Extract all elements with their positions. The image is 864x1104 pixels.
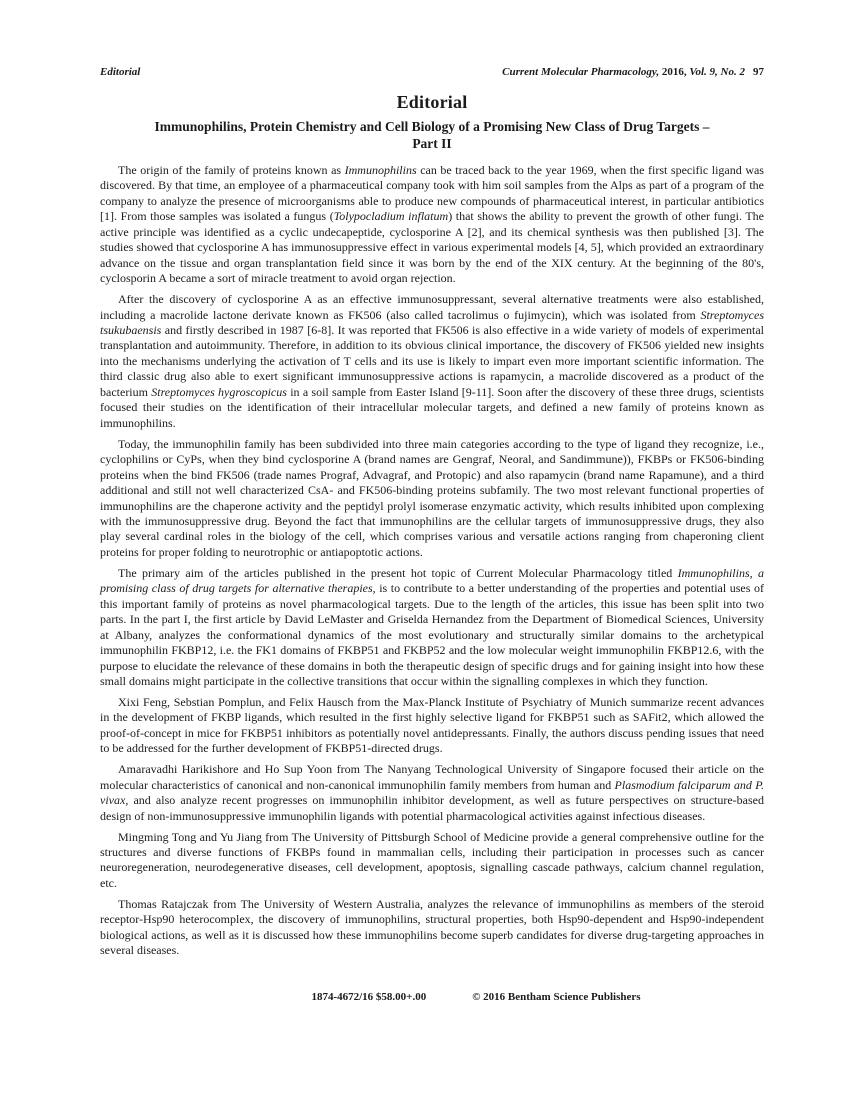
footer-copyright: © 2016 Bentham Science Publishers: [472, 991, 641, 1003]
journal-name: Current Molecular Pharmacology,: [502, 66, 660, 78]
italic-text-run: Immunophilins, a promising class of drug targets for alternative therapies,: [100, 565, 764, 596]
text-run: Thomas Ratajczak from The University of Western Australia, analyzes the relevance of immunophilins as members of the steroid receptor-Hsp90 heterocomplex, the discovery of immunophilins, structural properties, both Hsp90-dependent and Hsp90-independent biological actions, as well as it is discussed how these immunophilins become superb candidates for diverse drug-targeting approaches in several diseases.: [100, 896, 764, 958]
paragraph: [100, 695, 764, 757]
footer-issn: 1874-4672/16 $58.00+.00: [311, 991, 427, 1003]
page-content: [100, 66, 764, 964]
article-subtitle-line-2: Part II: [412, 135, 452, 151]
text-run: The origin of the family of proteins known as: [118, 163, 345, 177]
article-subtitle-line-1: Immunophilins, Protein Chemistry and Cell Biology of a Promising New Class of Drug Targets –: [154, 119, 710, 134]
running-head-citation: [502, 66, 764, 78]
paragraph: [100, 292, 764, 431]
page-footer: [144, 991, 808, 1003]
paragraph: [100, 566, 764, 690]
text-run: is to contribute to a better understanding of the properties and potential uses of this important family of proteins as novel pharmacological targets. Due to the length of the articles, this issue has been split into two parts. In the part I, the first article by David LeMaster and Griselda Hernandez from the Department of Biomedical Sciences, University at Albany, analyzes the conformational dynamics of the most evolutionary and structurally similar domains to the archetypical immunophilin FKBP12, i.e. the FK1 domains of FKBP51 and FKBP52 and the low molecular weight immunophilin FKBP12.6, with the purpose to elucidate the relevance of these domains in both the therapeutic design of specific drugs and for gaining insight into how these small domains might participate in the collective transitions that occur within the signalling complexes in which they function.: [100, 581, 764, 688]
article-subtitle: [100, 119, 764, 152]
page-number: 97: [753, 66, 764, 78]
paragraph: [100, 830, 764, 892]
paragraph: [100, 897, 764, 959]
text-run: Mingming Tong and Yu Jiang from The University of Pittsburgh School of Medicine provide a general comprehensive outline for the structures and diverse functions of FKBPs found in mammalian cells, including their participation in processes such as cancer neuroregeneration, neurodegenerative diseases, cell development, apoptosis, signalling cascade pathways, calcium channel regulation, etc.: [100, 829, 764, 890]
text-run: After the discovery of cyclosporine A as an effective immunosuppressant, several alternative treatments were also established, including a macrolide lactone derivate known as FK506 (also called tacrolimus o fujimycin), which was isolated from: [100, 292, 764, 322]
text-run: and firstly described in 1987 [6-8]. It was reported that FK506 is also effective in a wide variety of models of experimental transplantation and autoimmunity. Therefore, in addition to its obvious clinical importance, the discovery of FK506 yielded new insights into the mechanisms underlying the activation of T cells and its use is likely to impart even more important scientific information. The third classic drug also able to exert significant immunosuppressive actions is rapamycin, a macrolide discovered as a product of the bacterium: [100, 323, 764, 399]
paragraph: [100, 163, 764, 287]
italic-text-run: Streptomyces tsukubaensis: [100, 307, 764, 338]
text-run: Amaravadhi Harikishore and Ho Sup Yoon from The Nanyang Technological University of Singapore focused their article on the molecular characteristics of canonical and non-canonical immunophilin family members from human and: [100, 762, 764, 792]
text-run: in a soil sample from Easter Island [9-11]. Soon after the discovery of these three drugs, scientists focused their studies on the identification of their intracellular molecular targets, and defined a new family of proteins known as immunophilins.: [100, 384, 764, 430]
running-head-section: Editorial: [100, 66, 141, 78]
text-run: can be traced back to the year 1969, when the first specific ligand was discovered. By that time, an employee of a pharmaceutical company took with him soil samples from the Alps as part of a program of the company to analyze the presence of microorganisms able to produce new compounds of pharmaceutical interest, in particular antibiotics [1]. From those samples was isolated a fungus (: [100, 163, 764, 224]
journal-volume: Vol. 9, No. 2: [689, 66, 745, 78]
text-run: , and also analyze recent progresses on immunophilin inhibitor development, as well as future perspectives on structure-based design of non-immunosuppressive immunophilin ligands with potential pharmacological activities against infectious diseases.: [100, 793, 764, 823]
text-run: Today, the immunophilin family has been subdivided into three main categories according to the type of ligand they recognize, i.e., cyclophilins or CyPs, when they bind cyclosporine A (brand names are Gengraf, Neoral, and Sandimmune)), FKBPs or FK506-binding proteins when the bind FK506 (trade names Prograf, Advagraf, and Protopic) and also rapamycin (brand name Rapamune), and a third additional and still not well characterized CsA- and FK506-binding proteins subfamily. The two most relevant functional properties of immunophilins are the chaperone activity and the peptidyl prolyl isomerase enzymatic activity, which results inhibited upon complexing with the immunosuppressive drug. Beyond the fact that immunophilins are the cellular targets of immunosuppressive drugs, they also play several cardinal roles in the biology of the cell, which comprises various and versatile actions ranging from chaperoning client proteins for proper folding to neurotrophic or antiapoptotic actions.: [100, 436, 764, 559]
text-run: The primary aim of the articles published in the present hot topic of Current Molecular Pharmacology titled: [118, 565, 678, 580]
text-run: Xixi Feng, Sebstian Pomplun, and Felix Hausch from the Max-Planck Institute of Psychiatry of Munich summarize recent advances in the development of FKBP ligands, which resulted in the first highly selective ligand for FKBP51 such as SAFit2, which allowed the proof-of-concept in mice for FKBP51 inhibitors as potentially novel antidepressants. Finally, the authors discuss pending issues that need to be addressed for the further development of FKBP51-directed drugs.: [100, 694, 764, 756]
italic-text-run: Plasmodium falciparum and P. vivax: [100, 777, 764, 808]
journal-year: 2016,: [659, 66, 690, 78]
italic-text-run: Streptomyces hygroscopicus: [151, 384, 287, 399]
paragraph: [100, 437, 764, 561]
running-head: [100, 66, 764, 78]
italic-text-run: Tolypocladium inflatum: [333, 209, 449, 224]
page-title: Editorial: [396, 92, 468, 112]
text-run: ) that shows the ability to prevent the growth of other fungi. The active principle was identified as a cyclic undecapeptide, cyclosporine A [2], and its chemical synthesis was then published [3]. The studies showed that cyclosporine A has immunosuppressive effect in various experimental models [4, 5], which provided an extraordinary advance on the tissue and organ transplantation field since it was born by the end of the XIX century. At the beginning of the 80's, cyclosporin A became a sort of miracle treatment to avoid organ rejection.: [100, 209, 764, 286]
paragraph: [100, 762, 764, 824]
italic-text-run: Immunophilins: [344, 163, 417, 177]
article-body: [100, 163, 764, 959]
